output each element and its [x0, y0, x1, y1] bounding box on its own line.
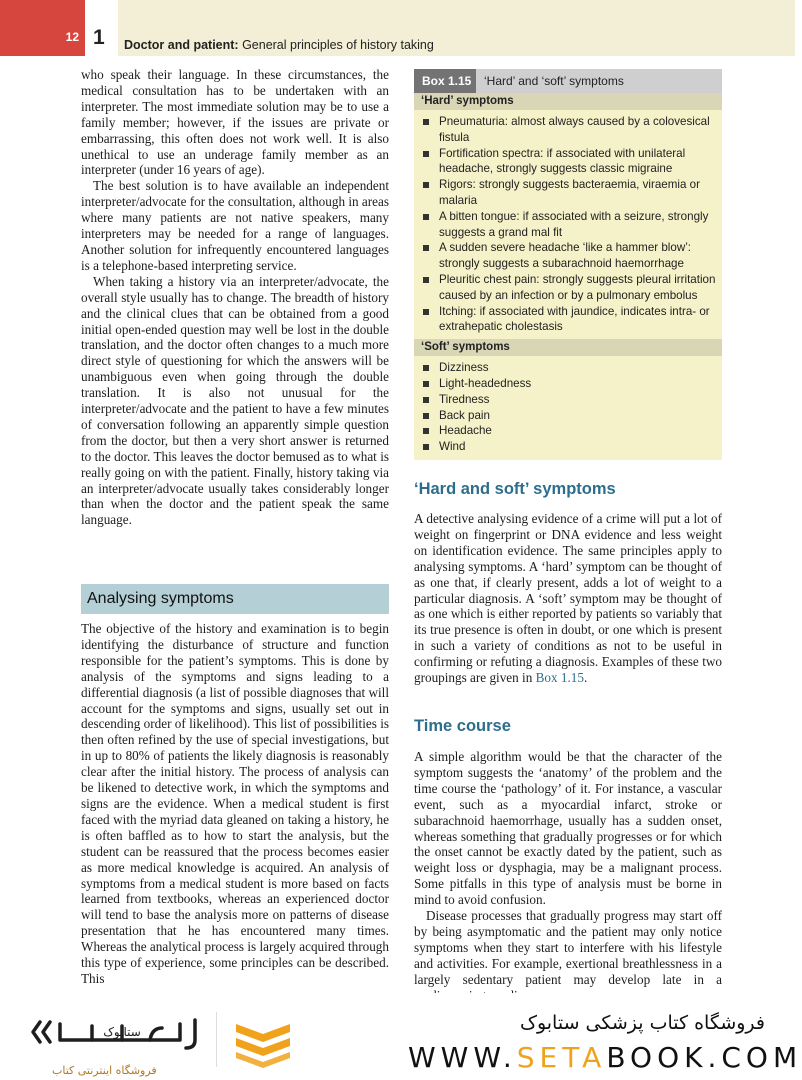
hard-symptoms-list: [414, 114, 722, 335]
paragraph: Disease processes that gradually progress may start off by being asymptomatic and the patient may only notice symptoms when they start to interfere with his lifestyle and activities. For example, exertional breathlessness in a largely sedentary patient may develop late in a: [414, 908, 722, 987]
box-reference-link[interactable]: Box 1.15: [535, 670, 584, 686]
list-item: Headache: [421, 423, 716, 439]
list-item: Pneumaturia: almost always caused by a colovesical fistula: [421, 114, 716, 146]
paragraph: A detective analysing evidence of a crime will put a lot of weight on fingerprint or DNA evidence and less weight on identification evidence. The same principles apply to analysing symptoms. A ‘hard’ symptom can be thought of as one that, if clearly present, adds a lot of weight to a particular diagnosis. A ‘soft’ symptom may be thought of as one which is either reported by patients so variably that its true presence is often in doubt, or one which is present in such a variety of conditions as not to be useful in confirming or refuting a diagnosis. Examples of these two groupings are given in Box 1.15.: [414, 511, 722, 686]
bullet-icon: [423, 245, 429, 251]
chapter-title-bold: Doctor and patient:: [124, 38, 239, 52]
heading-hard-soft-symptoms: ‘Hard and soft’ symptoms: [414, 480, 616, 498]
store-name: فروشگاه کتاب پزشکی ستابوک: [519, 1012, 765, 1034]
chapter-number-box: [85, 0, 118, 56]
running-header: [0, 0, 795, 56]
analysing-symptoms-text: [81, 621, 389, 993]
bullet-icon: [423, 381, 429, 387]
bullet-icon: [423, 214, 429, 220]
list-item: Back pain: [421, 408, 716, 424]
paragraph: The best solution is to have available an independent interpreter/advocate for the consultation, although in areas where many patients are not native speakers, many interpreters may be needed for a range of languages. Another solution for infrequently encountered languages is a telephone-based interpreting service.: [81, 178, 389, 273]
logo-subtitle: فروشگاه اینترنتی کتاب: [52, 1064, 157, 1077]
bullet-icon: [423, 413, 429, 419]
bullet-icon: [423, 428, 429, 434]
box-header: [414, 69, 722, 93]
chapter-number: 1: [93, 26, 105, 49]
bullet-icon: [423, 397, 429, 403]
page-number: 12: [65, 30, 79, 44]
soft-symptoms-list: [414, 360, 722, 455]
book-stack-icon: [228, 1018, 298, 1068]
list-item: Itching: if associated with jaundice, indicates intra- or extrahepatic cholestasis: [421, 304, 716, 336]
bullet-icon: [423, 444, 429, 450]
list-item: Tiredness: [421, 392, 716, 408]
paragraph: who speak their language. In these circumstances, the medical consultation has to be undertaken with an interpreter. The most immediate solution may be to use a family member; however, if the issues are private or embarrassing, this often does not work well. It is also unethical to use an underage family member as an interpreter (under 16 years of age).: [81, 67, 389, 178]
list-item: Pleuritic chest pain: strongly suggests pleural irritation caused by an infection or by a pulmonary embolus: [421, 272, 716, 304]
bullet-icon: [423, 277, 429, 283]
setabook-logo-icon: [30, 1010, 215, 1065]
section-heading: Analysing symptoms: [87, 590, 234, 607]
box-number: Box 1.15: [414, 69, 476, 93]
bullet-icon: [423, 309, 429, 315]
chapter-title-rest: General principles of history taking: [238, 38, 434, 52]
box-hard-soft-symptoms: [414, 69, 722, 460]
page-number-box: [0, 0, 85, 56]
list-item: A sudden severe headache ‘like a hammer blow’: strongly suggests a subarachnoid haemorrhage: [421, 240, 716, 272]
box-subheading-soft: ‘Soft’ symptoms: [414, 339, 722, 356]
store-url[interactable]: WWW.SETABOOK.COM: [408, 1041, 802, 1074]
paragraph: When taking a history via an interpreter/advocate, the overall style usually has to change. The breadth of history and the clinical clues that can be obtained from a good initial open-ended question may well be lost in the double translation, and the doctor often changes to a much more direct style of questioning for which the answers will be unambiguous even when going through the double translation. It is also not unusual for the interpreter/advocate and the patient to have a few minutes of conversation following an apparently simple question from the doctor, but then a very short answer is returned to the doctor. This leaves the doctor bemused as to what is really going on with the patient. Finally, history taking via an interpreter/advocate usually takes considerably longer than when the doctor and the patient speak the same language.: [81, 273, 389, 528]
logo-wordmark: ستابوک: [103, 1025, 141, 1039]
list-item: Fortification spectra: if associated with unilateral headache, strongly suggests classic migraine: [421, 146, 716, 178]
list-item: Rigors: strongly suggests bacteraemia, viraemia or malaria: [421, 177, 716, 209]
left-column-text: [81, 67, 389, 528]
footer-divider: [216, 1012, 217, 1067]
list-item: A bitten tongue: if associated with a seizure, strongly suggests a grand mal fit: [421, 209, 716, 241]
time-course-text: [414, 749, 722, 993]
list-item: Wind: [421, 439, 716, 455]
paragraph: The objective of the history and examination is to begin identifying the disturbance of structure and function responsible for the patient’s symptoms. This is done by analysis of the symptoms and signs leading to a differential diagnosis (a list of possible diagnoses that will account for the symptoms and signs, usually set out in descending order of likelihood). This list of possibilities is then often refined by the use of special investigations, but in up to 80% of patients the likely diagnosis is reasonably clear after the initial history. The process of analysis can be likened to detective work, in which the symptoms and signs are the evidence. When a medical student is first faced with the myriad data gleaned on taking a history, he is often baffled as to how to start the analysis, but the student can be reassured that the process becomes easier as more medical knowledge is acquired. An analysis of symptoms from a medical student is more based on facts learned from textbooks, whereas an experienced doctor will tend to base the analysis more on patterns of disease presentation that he has encountered many times. Whereas the analytical process is largely acquired through this type of experience, some principles can be described. This: [81, 621, 389, 986]
bullet-icon: [423, 182, 429, 188]
bullet-icon: [423, 365, 429, 371]
bullet-icon: [423, 119, 429, 125]
hard-soft-text: [414, 511, 722, 686]
section-heading-bar: [81, 584, 389, 614]
list-item: Light-headedness: [421, 376, 716, 392]
bullet-icon: [423, 151, 429, 157]
chapter-title: [124, 38, 434, 52]
list-item: Dizziness: [421, 360, 716, 376]
heading-time-course: Time course: [414, 717, 511, 735]
box-subheading-hard: ‘Hard’ symptoms: [414, 93, 722, 110]
paragraph: A simple algorithm would be that the character of the symptom suggests the ‘anatomy’ of the problem and the time course the ‘pathology’ of it. For instance, a vascular event, such as a myocardial infarct, stroke or subarachnoid haemorrhage, usually has a sudden onset, whereas something that gradually progresses or for which the onset cannot be exactly dated by the patient, such as weight loss or dysphagia, may be a malignant process. Some pitfalls in this type of analysis must be borne in mind to avoid confusion.: [414, 749, 722, 908]
box-title: ‘Hard’ and ‘soft’ symptoms: [484, 74, 624, 88]
